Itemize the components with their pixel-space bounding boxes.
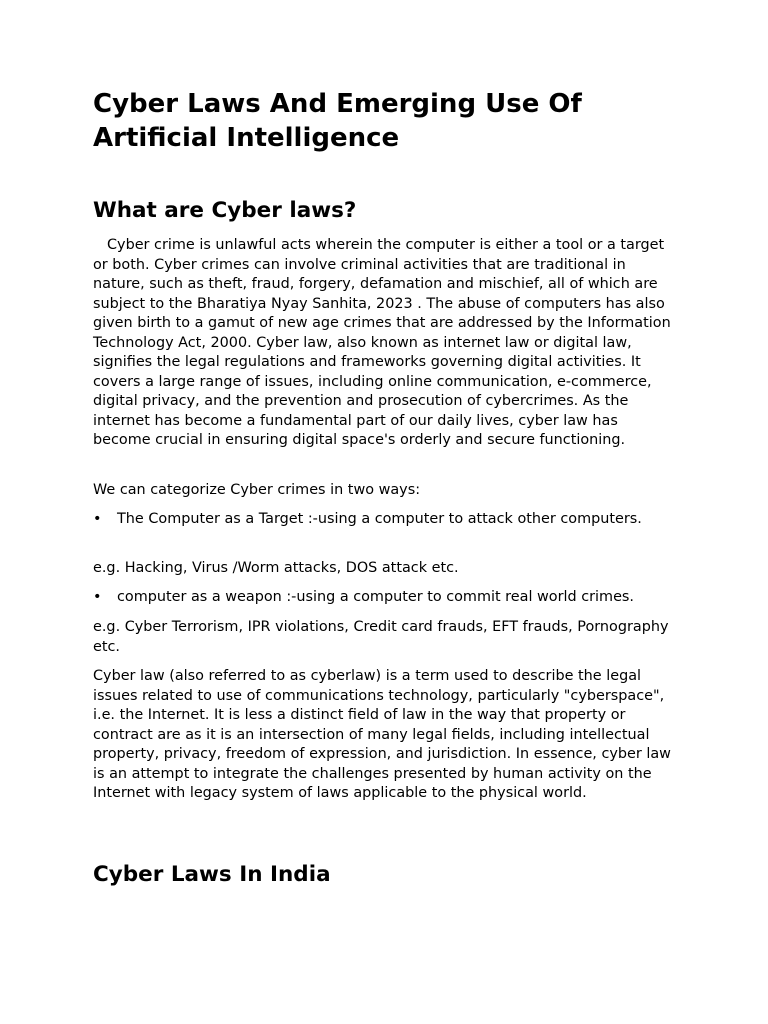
example-paragraph-weapon: e.g. Cyber Terrorism, IPR violations, Credit card frauds, EFT frauds, Pornography etc. — [93, 619, 669, 655]
section-heading-what-are-cyber-laws: What are Cyber laws? — [93, 198, 357, 223]
bullet-marker: • — [93, 589, 102, 605]
categorize-paragraph: We can categorize Cyber crimes in two ways: — [93, 482, 421, 498]
bullet-text: computer as a weapon :-using a computer to commit real world crimes. — [117, 589, 634, 605]
bullet-item-computer-as-weapon — [93, 588, 678, 608]
bullet-item-computer-as-target — [93, 510, 678, 530]
cyberlaw-definition-paragraph: Cyber law (also referred to as cyberlaw) is a term used to describe the legal issues related to use of communications technology, particularly "cyberspace", i.e. the Internet. It is less a distinct field of law in the way that property or contract are as it is an intersection of many legal fields, including intellectual property, privacy, freedom of expression, and jurisdiction. In essence, cyber law is an attempt to integrate the challenges presented by human activity on the Internet with legacy system of laws applicable to the physical world. — [93, 668, 671, 801]
bullet-marker: • — [93, 511, 102, 527]
intro-paragraph: Cyber crime is unlawful acts wherein the computer is either a tool or a target or both. Cyber crimes can involve criminal activities that are traditional in nature, such as theft, fraud, forgery, defamation and mischief, all of which are subject to the Bharatiya Nyay Sanhita, 2023 . The abuse of computers has also given birth to a gamut of new age crimes that are addressed by the Information Technology Act, 2000. Cyber law, also known as internet law or digital law, signifies the legal regulations and frameworks governing digital activities. It covers a large range of issues, including online communication, e-commerce, digital privacy, and the prevention and prosecution of cybercrimes. As the internet has become a fundamental part of our daily lives, cyber law has become crucial in ensuring digital space's orderly and secure functioning. — [93, 237, 671, 448]
example-paragraph-target: e.g. Hacking, Virus /Worm attacks, DOS attack etc. — [93, 560, 459, 576]
section-heading-cyber-laws-in-india: Cyber Laws In India — [93, 862, 331, 887]
document-title: Cyber Laws And Emerging Use Of Artificial Intelligence — [93, 89, 582, 153]
bullet-text: The Computer as a Target :-using a computer to attack other computers. — [117, 511, 642, 527]
